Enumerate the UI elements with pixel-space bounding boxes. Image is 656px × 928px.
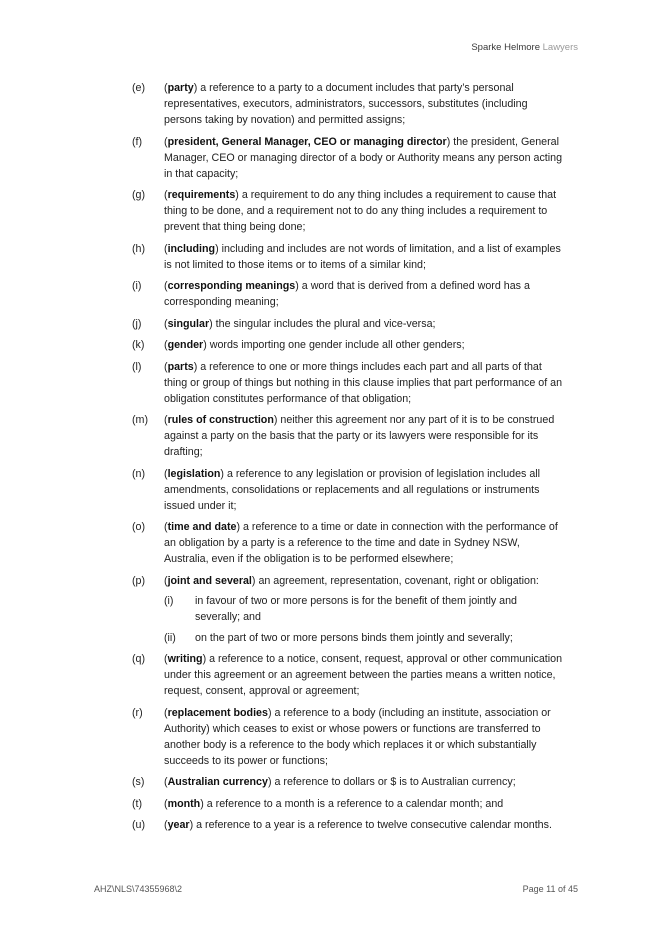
- clause-number: (n): [132, 467, 146, 480]
- clause-text: a reference to a month is a reference to a calendar month; and: [203, 797, 504, 810]
- clause-number: (m): [132, 414, 149, 426]
- clause-number: (f): [132, 135, 143, 148]
- firm-name: Sparke Helmore: [471, 42, 540, 53]
- clause-term: time and date: [167, 521, 237, 533]
- clause-term: rules of construction: [167, 414, 274, 426]
- clause-number: (i): [132, 280, 142, 292]
- clause-text: the singular includes the plural and vice-versa;: [212, 317, 436, 330]
- clause-f: (f) (president, General Manager, CEO or managing director) the president, General Manager, CEO or managing director of a body or Authority means any person acting in that capacity;: [132, 135, 563, 180]
- clause-l: (l) (parts) a reference to one or more things includes each part and all parts of that thing or group of things but nothing in this clause implies that part performance of an obligation constitutes performance of that obligation;: [132, 360, 563, 405]
- clause-number: (s): [132, 776, 145, 788]
- clause-text: a word that is derived from a defined word has a corresponding meaning;: [164, 280, 530, 308]
- clause-u: (u) (year) a reference to a year is a reference to twelve consecutive calendar months.: [132, 819, 552, 831]
- footer-doc-ref: AHZ\NLS\74355968\2: [94, 884, 183, 894]
- clause-text: a reference to a time or date in connection with the performance of an obligation by a party is a reference to the time and date in Sydney NSW, Australia, even if the obligation is to be performed elsewhere;: [164, 521, 558, 565]
- clause-list: [132, 80, 564, 839]
- clause-term: Australian currency: [167, 776, 268, 788]
- clause-k: (k) (gender) words importing one gender include all other genders;: [132, 339, 465, 351]
- clause-p: (p) (joint and several) an agreement, representation, covenant, right or obligation: (i) in favour of two or more persons is for the benefit of them jointly and severally; and (ii) on the part of two or more persons binds them jointly and severally;: [132, 573, 564, 646]
- clause-g: (g) (requirements) a requirement to do any thing includes a requirement to cause that thing to be done, and a requirement not to do any thing includes a requirement to prevent that thing being done;: [132, 189, 557, 233]
- clause-i: (i) (corresponding meanings) a word that is derived from a defined word has a corresponding meaning;: [132, 280, 530, 308]
- subclause-text: in favour of two or more persons is for the benefit of them jointly and severally; and: [195, 594, 517, 623]
- clause-number: (e): [132, 82, 146, 94]
- clause-term: singular: [167, 317, 210, 330]
- clause-t: (t) (month) a reference to a month is a reference to a calendar month; and: [132, 797, 504, 810]
- clause-term: year: [167, 819, 190, 831]
- subclause-list: [164, 593, 564, 646]
- clause-term: party: [167, 82, 194, 94]
- clause-text: a reference to a notice, consent, request, approval or other communication under this agreement or an agreement between the parties means a written notice, request, consent, approval or agreement;: [164, 653, 563, 697]
- clause-term: including: [167, 242, 216, 255]
- clause-text: a reference to a party to a document includes that party’s personal representatives, executors, administrators, successors, substitutes (including persons taking by novation) and permitted assigns;: [164, 82, 528, 126]
- clause-text: including and includes are not words of limitation, and a list of examples is not limited to those items or to items of a similar kind;: [164, 242, 561, 271]
- clause-term: requirements: [167, 189, 236, 201]
- clause-text: a requirement to do any thing includes a requirement to cause that thing to be done, and a requirement not to do any thing includes a requirement to prevent that thing being done;: [164, 189, 557, 233]
- firm-suffix: Lawyers: [542, 42, 578, 53]
- clause-text: a reference to a year is a reference to twelve consecutive calendar months.: [193, 819, 552, 831]
- clause-number: (j): [132, 317, 142, 330]
- clause-number: (k): [132, 339, 145, 351]
- subclause-number: (i): [164, 594, 174, 607]
- clause-number: (u): [132, 819, 146, 831]
- clause-r: (r) (replacement bodies) a reference to a body (including an institute, association or Authority) which ceases to exist or whose powers or functions are transferred to another body is a reference to the body which replaces it or which substantially succeeds to its power or functions;: [132, 706, 551, 767]
- clause-s: (s) (Australian currency) a reference to dollars or $ is to Australian currency;: [132, 776, 516, 788]
- page-header: [471, 42, 578, 53]
- clause-term: joint and several: [167, 574, 252, 587]
- clause-m: (m) (rules of construction) neither this agreement nor any part of it is to be construed against a party on the basis that the party or its lawyers were responsible for its drafting;: [132, 414, 555, 458]
- clause-number: (h): [132, 242, 146, 255]
- clause-text: a reference to a body (including an institute, association or Authority) which ceases to exist or whose powers or functions are transferred to another body is a reference to the body which replaces it or which substantially succeeds to its power or functions;: [164, 706, 551, 767]
- clause-e: (e) (party) a reference to a party to a document includes that party’s personal representatives, executors, administrators, successors, substitutes (including persons taking by novation) and permitted assigns;: [132, 82, 528, 126]
- clause-term: month: [167, 797, 201, 810]
- clause-h: (h) (including) including and includes are not words of limitation, and a list of examples is not limited to those items or to items of a similar kind;: [132, 242, 561, 271]
- clause-number: (t): [132, 797, 143, 810]
- footer-page-number: Page 11 of 45: [522, 884, 578, 894]
- clause-text: words importing one gender include all other genders;: [206, 339, 465, 351]
- clause-number: (g): [132, 189, 146, 201]
- clause-term: gender: [167, 339, 204, 351]
- clause-term: legislation: [167, 467, 221, 480]
- clause-q: (q) (writing) a reference to a notice, consent, request, approval or other communication under this agreement or an agreement between the parties means a written notice, request, consent, approval or agreement;: [132, 653, 563, 697]
- clause-text: neither this agreement nor any part of it is to be construed against a party on the basis that the party or its lawyers were responsible for its drafting;: [164, 414, 555, 458]
- clause-term: writing: [167, 653, 203, 665]
- clause-term: president, General Manager, CEO or managing director: [167, 135, 447, 148]
- subclause-i: [164, 593, 564, 625]
- clause-n: (n) (legislation) a reference to any legislation or provision of legislation includes all amendments, consolidations or replacements and all regulations or instruments issued under it;: [132, 467, 541, 512]
- clause-text: a reference to any legislation or provision of legislation includes all amendments, consolidations or replacements and all regulations or instruments issued under it;: [164, 467, 541, 512]
- clause-o: (o) (time and date) a reference to a time or date in connection with the performance of an obligation by a party is a reference to the time and date in Sydney NSW, Australia, even if the obligation is to be performed elsewhere;: [132, 521, 558, 565]
- clause-text: a reference to one or more things includes each part and all parts of that thing or group of things but nothing in this clause implies that part performance of an obligation constitutes performance of that obligation;: [164, 360, 563, 405]
- subclause-text: on the part of two or more persons binds them jointly and severally;: [195, 631, 513, 644]
- clause-number: (r): [132, 706, 143, 719]
- clause-term: corresponding meanings: [167, 280, 296, 292]
- clause-number: (p): [132, 574, 146, 587]
- clause-number: (q): [132, 653, 146, 665]
- clause-j: (j) (singular) the singular includes the plural and vice-versa;: [132, 317, 436, 330]
- clause-text: an agreement, representation, covenant, right or obligation:: [255, 574, 539, 587]
- clause-term: replacement bodies: [167, 706, 268, 719]
- clause-term: parts: [167, 360, 194, 373]
- subclause-number: (ii): [164, 631, 176, 644]
- clause-number: (o): [132, 521, 146, 533]
- clause-text: a reference to dollars or $ is to Australian currency;: [271, 776, 516, 788]
- clause-text: the president, General Manager, CEO or managing director of a body or Authority means any person acting in that capacity;: [164, 135, 563, 180]
- clause-number: (l): [132, 360, 142, 373]
- subclause-ii: [164, 630, 564, 646]
